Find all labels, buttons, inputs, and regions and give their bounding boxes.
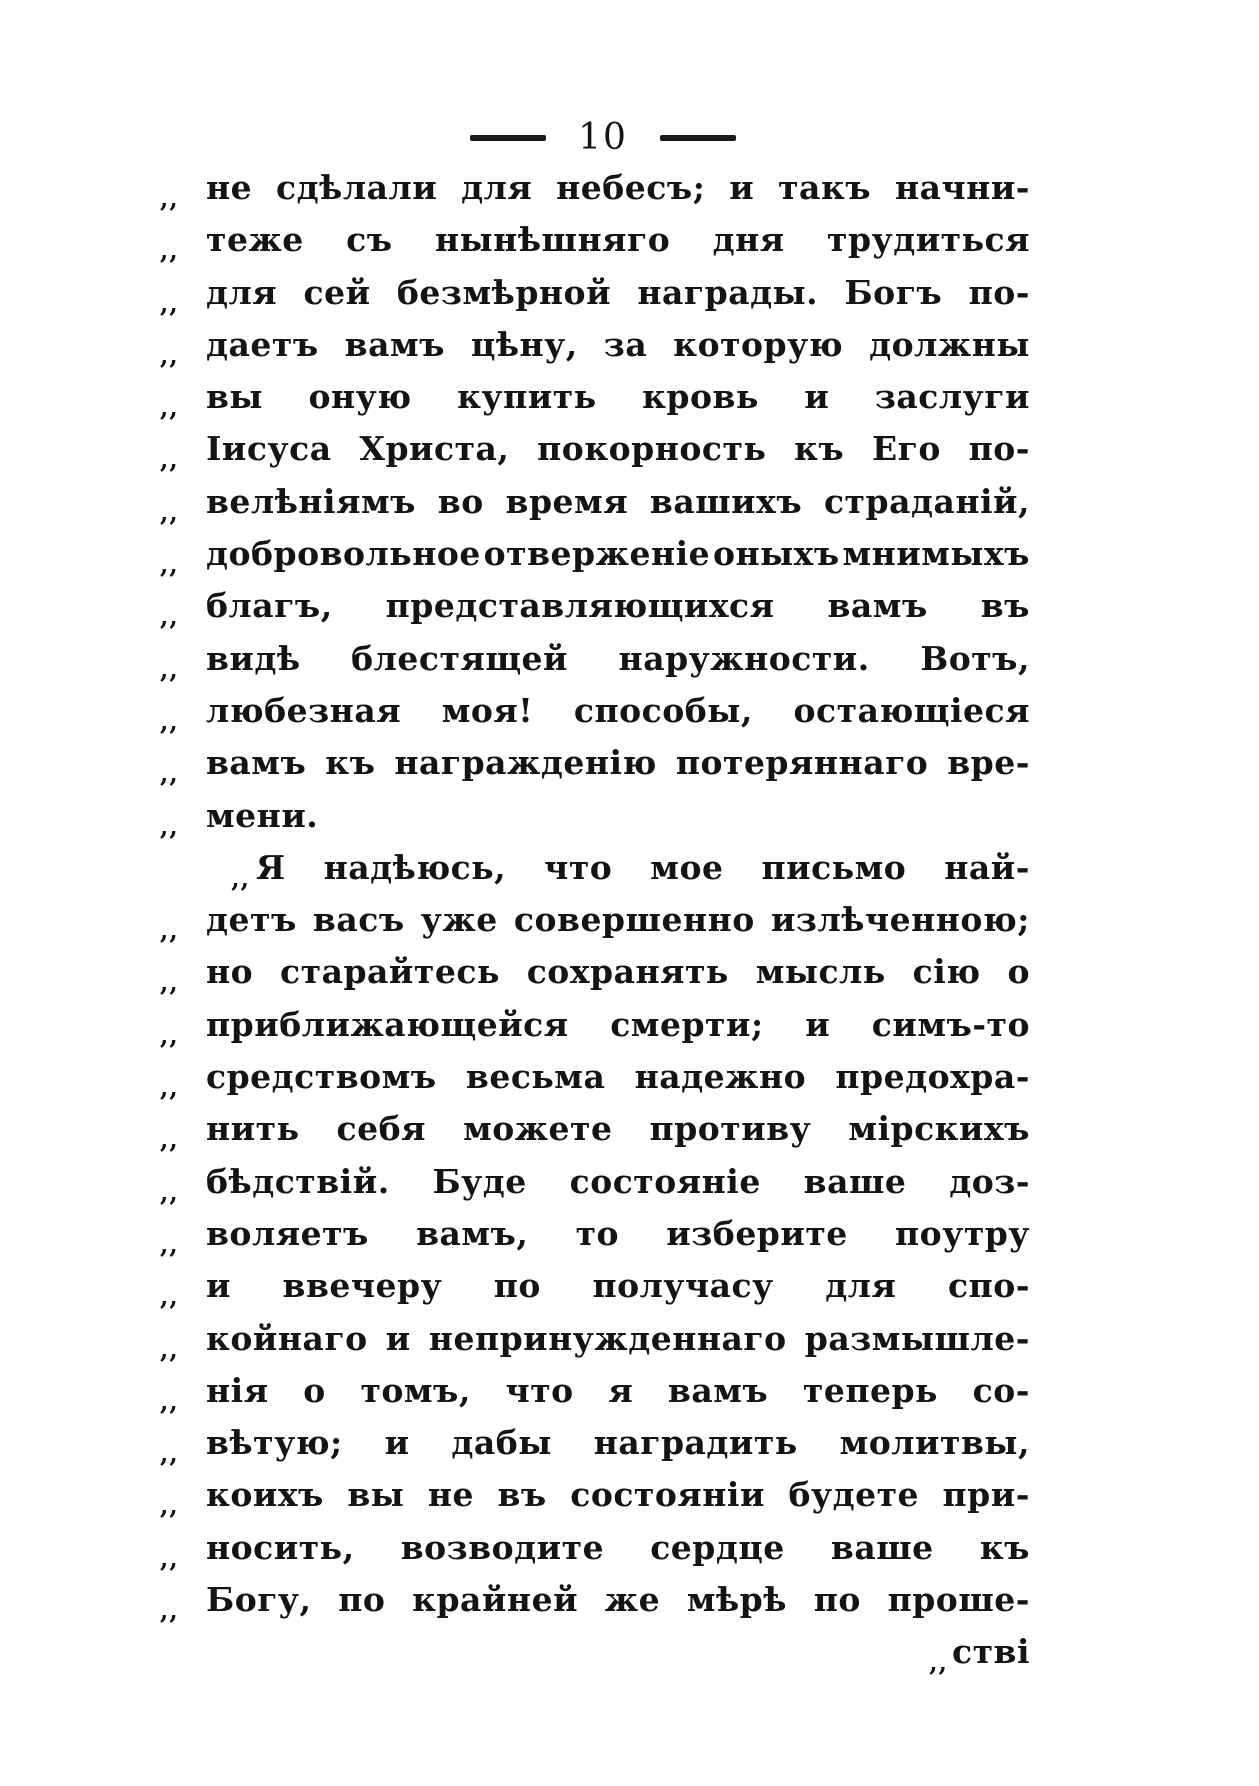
quote-mark: ,, (160, 1282, 179, 1312)
text-line (160, 1528, 1030, 1580)
text-line (160, 220, 1030, 272)
text-body (160, 168, 1030, 1685)
line-text: Богу, по крайней же мѣрѣ по проше- (206, 1580, 1030, 1620)
text-line (160, 796, 1030, 848)
quote-mark: ,, (160, 811, 179, 841)
text-line (160, 691, 1030, 743)
quote-mark: ,, (160, 1073, 179, 1103)
line-text: средствомъ весьма надежно предохра- (206, 1057, 1030, 1097)
catchword: стві (951, 1632, 1030, 1672)
quote-mark: ,, (160, 1439, 179, 1469)
quote-mark: ,, (160, 602, 179, 632)
text-line (160, 952, 1030, 1004)
quote-mark: ,, (160, 1177, 179, 1207)
line-text: добровольное отверженіе оныхъ мнимыхъ (206, 534, 1030, 574)
line-text: бѣдствій. Буде состояніе ваше доз- (206, 1161, 1030, 1201)
text-line (160, 743, 1030, 795)
text-line (160, 1423, 1030, 1475)
quote-mark: ,, (160, 654, 179, 684)
text-line (160, 848, 1030, 900)
text-line (160, 900, 1030, 952)
page-header (470, 118, 736, 158)
line-text: даетъ вамъ цѣну, за которую должны (206, 324, 1030, 364)
quote-mark: ,, (160, 1386, 179, 1416)
quote-mark: ,, (160, 916, 179, 946)
quote-mark: ,, (160, 1125, 179, 1155)
line-text: вамъ къ награжденію потеряннаго вре- (206, 743, 1030, 783)
quote-mark: ,, (160, 550, 179, 580)
text-line (160, 1371, 1030, 1423)
text-line (160, 273, 1030, 325)
text-line (160, 1266, 1030, 1318)
text-line (160, 1319, 1030, 1371)
line-text: благъ, представляющихся вамъ въ (206, 586, 1030, 626)
quote-mark: ,, (160, 1020, 179, 1050)
text-line (160, 1162, 1030, 1214)
line-text: для сей безмѣрной награды. Богъ по- (206, 272, 1030, 312)
quote-mark: ,, (160, 445, 179, 475)
line-text: нія о томъ, что я вамъ теперь со- (206, 1370, 1030, 1410)
line-text: воляетъ вамъ, то изберите поутру (206, 1213, 1030, 1253)
text-line (160, 377, 1030, 429)
catchword-line (160, 1632, 1030, 1684)
page-number: 10 (578, 117, 628, 158)
line-text: Я надѣюсь, что мое письмо най- (256, 847, 1030, 887)
quote-mark: ,, (929, 1648, 948, 1678)
quote-mark: ,, (160, 1596, 179, 1626)
line-text: коихъ вы не въ состояніи будете при- (206, 1475, 1030, 1515)
quote-mark: ,, (160, 236, 179, 266)
quote-mark: ,, (160, 184, 179, 213)
text-line (160, 1475, 1030, 1527)
line-text: мени. (206, 795, 319, 835)
line-text: койнаго и непринужденнаго размышле- (206, 1318, 1030, 1358)
quote-mark: ,, (160, 706, 179, 736)
line-text: вы оную купить кровь и заслуги (206, 377, 1030, 417)
text-line (160, 1580, 1030, 1632)
header-left-rule (470, 135, 546, 141)
line-text: и ввечеру по получасу для спо- (206, 1266, 1030, 1306)
quote-mark: ,, (160, 759, 179, 789)
line-text: не сдѣлали для небесъ; и такъ начни- (206, 168, 1030, 207)
line-text: носить, возводите сердце ваше къ (206, 1527, 1030, 1567)
line-text: любезная моя! способы, остающіеся (206, 690, 1030, 730)
quote-mark: ,, (160, 1229, 179, 1259)
line-text: видѣ блестящей наружности. Вотъ, (206, 638, 1030, 678)
text-line (160, 534, 1030, 586)
quote-mark: ,, (160, 340, 179, 370)
text-line (160, 586, 1030, 638)
quote-mark: ,, (160, 1491, 179, 1521)
line-text: но старайтесь сохранять мысль сію о (206, 952, 1030, 992)
text-line (160, 325, 1030, 377)
line-text: Іисуса Христа, покорность къ Его по- (206, 429, 1030, 469)
quote-mark: ,, (231, 863, 250, 893)
text-line (160, 1214, 1030, 1266)
header-right-rule (660, 135, 736, 141)
text-line (160, 1109, 1030, 1161)
line-text: велѣніямъ во время вашихъ страданій, (206, 481, 1030, 521)
text-line (160, 639, 1030, 691)
quote-mark: ,, (160, 497, 179, 527)
text-line (160, 429, 1030, 481)
line-text: приближающейся смерти; и симъ-то (206, 1004, 1030, 1044)
text-line (160, 1005, 1030, 1057)
text-line (160, 1057, 1030, 1109)
quote-mark: ,, (160, 288, 179, 318)
line-text: теже съ нынѣшняго дня трудиться (206, 220, 1030, 260)
quote-mark: ,, (160, 393, 179, 423)
quote-mark: ,, (160, 1543, 179, 1573)
line-text: нить себя можете противу мірскихъ (206, 1109, 1030, 1149)
text-line (160, 482, 1030, 534)
text-line (160, 168, 1030, 220)
line-text: детъ васъ уже совершенно излѣченною; (206, 900, 1030, 940)
quote-mark: ,, (160, 968, 179, 998)
quote-mark: ,, (160, 1334, 179, 1364)
line-text: вѣтую; и дабы наградить молитвы, (206, 1423, 1030, 1463)
